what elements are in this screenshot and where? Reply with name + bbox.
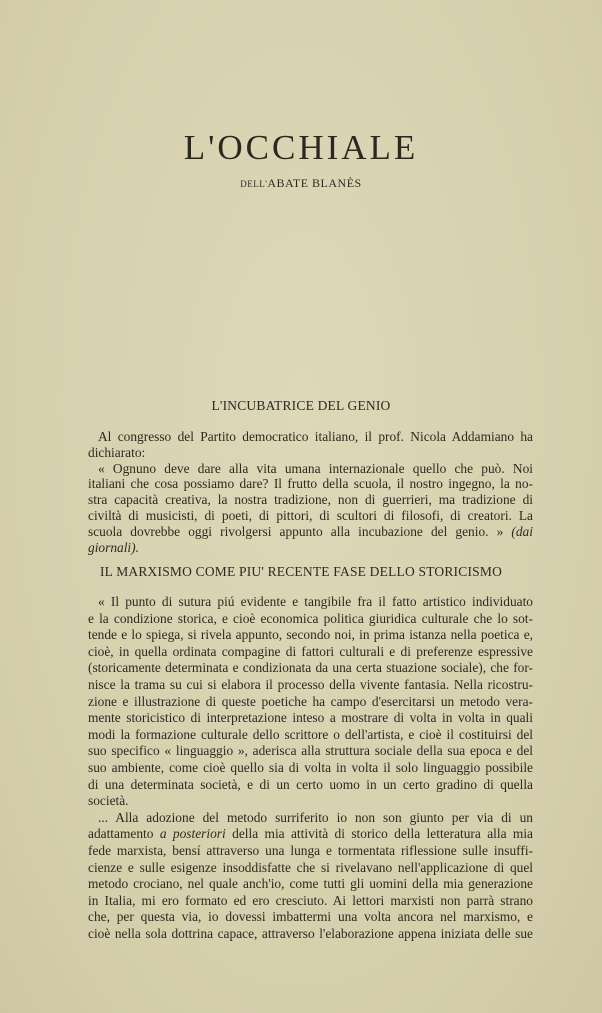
text-line: nisce la trama su cui si elabora il processo della vivente fantasia. Nella ricostru-	[88, 676, 533, 692]
text-line: stra capacità creativa, la nostra tradizione, non di guerrieri, ma tradizione di	[88, 492, 533, 508]
text-line: cioè nella sola dottrina capace, attraverso l'elaborazione appena iniziata delle sue	[88, 925, 533, 941]
text-fragment: della mia attività di storico della letteratura alla mia	[232, 826, 533, 842]
text-line: zione e illustrazione di queste poetiche ha campo d'esercitarsi un metodo vera-	[88, 693, 533, 709]
italic-term: a posteriori	[159, 826, 226, 842]
text-line: ... Alla adozione del metodo surriferito io non son giunto per via di un	[98, 809, 533, 825]
quote-source: (dai giornali).	[88, 523, 533, 555]
section-body-marxismo	[88, 594, 533, 942]
section-body-incubatrice	[88, 429, 533, 555]
text-line: metodo crociano, nel quale anch'io, come tutti gli uomini della mia generazione	[88, 876, 533, 892]
text-line: che, per questa via, io dovessi imbattermi una volta ancora nel marxismo, e	[88, 909, 533, 925]
page-title: L'OCCHIALE	[183, 128, 419, 167]
text-line: « Ognuno deve dare alla vita umana internazionale quello che può. Noi	[98, 460, 533, 476]
section-heading-incubatrice: L'INCUBATRICE DEL GENIO	[211, 398, 391, 413]
text-line: italiani che cosa possiamo dare? Il frutto della scuola, il nostro ingegno, la no-	[88, 476, 533, 492]
text-line: suo specifico « linguaggio », aderisca alla struttura sociale della sua epoca e del	[88, 743, 533, 759]
text-line: fede marxista, bensí attraverso una lunga e tormentata riflessione sulle insuffi-	[88, 842, 533, 858]
section-heading-marxismo: IL MARXISMO COME PIU' RECENTE FASE DELLO STORICISMO	[99, 564, 503, 579]
text-line: in Italia, mi ero formato ed ero cresciuto. Ai lettori marxisti non parrà strano	[88, 892, 533, 908]
text-line: dichiarato:	[88, 444, 146, 460]
text-line	[88, 523, 533, 555]
byline-name: ABATE BLANÈS	[267, 176, 362, 190]
text-line: società.	[88, 793, 129, 809]
byline-prefix: DELL'	[240, 179, 268, 189]
text-line: di una determinata società, e di un certo uomo in un certo gradino di quella	[88, 776, 533, 792]
text-line: mente storicistico di interpretazione inteso a mostrare di volta in volta in quali	[88, 710, 533, 726]
text-line: cienze e sulle esigenze insoddisfatte che si rivelavano nell'applicazione di quel	[88, 859, 533, 875]
text-line: « Il punto di sutura piú evidente e tangibile fra il fatto artistico individuato	[98, 594, 533, 609]
text-line: cioè, in quella ordinata compagine di fattori culturali e di preferenze espressive	[88, 643, 533, 659]
text-line: suo ambiente, come cioè quello sia di volta in volta il solo linguaggio possibile	[88, 759, 533, 775]
text-line: modi la formazione culturale dello scrittore o dell'artista, e cioè il costituirsi del	[88, 726, 533, 742]
author-byline	[0, 176, 602, 191]
text-line: Al congresso del Partito democratico italiano, il prof. Nicola Addamiano ha	[98, 429, 533, 444]
text-fragment: adattamento	[88, 826, 154, 842]
text-line	[88, 826, 533, 843]
text-line: tende e lo spiega, si rivela appunto, secondo noi, in prima istanza nella poetica e,	[88, 627, 533, 643]
text-line: civiltà di musicisti, di poeti, di pittori, di scultori di filosofi, di creatori. La	[88, 507, 533, 523]
text-line: (storicamente determinata e condizionata da una certa stuazione sociale), che for-	[88, 660, 533, 676]
text-line: e la condizione storica, e cioè economica politica giuridica culturale che lo sot-	[88, 610, 533, 626]
quote-text: scuola dovrebbe oggi rivolgersi appunto alla incubazione del genio. »	[88, 523, 504, 539]
